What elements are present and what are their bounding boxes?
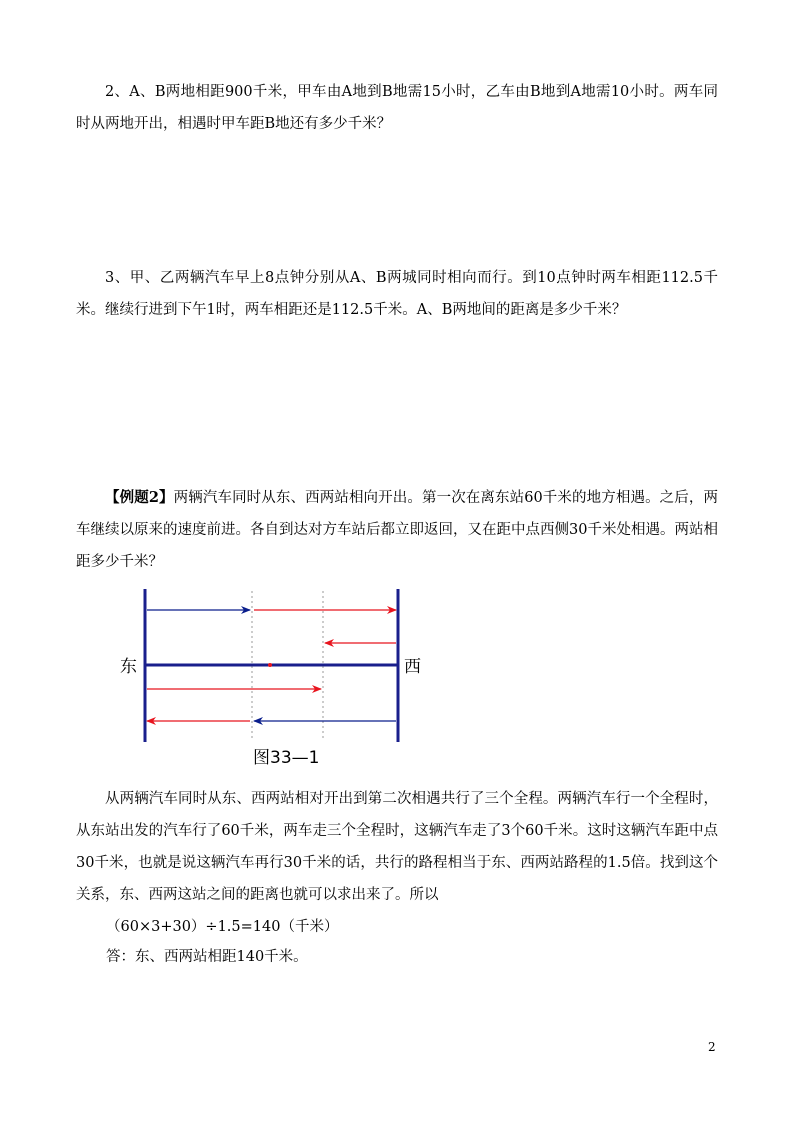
solution-explanation: 从两辆汽车同时从东、西两站相对开出到第二次相遇共行了三个全程。两辆汽车行一个全程时，从东站出发的汽车行了60千米，两车走三个全程时，这辆汽车走了3个60千米。这时这辆汽车距中点30千米，也就是说这辆汽车再行30千米的话，共行的路程相当于东、西两站路程的1.5倍。找到这个关系，东、西两这站之间的距离也就可以求出来了。所以 bbox=[76, 791, 718, 903]
problem-3-text: 3、甲、乙两辆汽车早上8点钟分别从A、B两城同时相向而行。到10点钟时两车相距112.5千米。继续行进到下午1时，两车相距还是112.5千米。A、B两地间的距离是多少千米？ bbox=[76, 270, 718, 318]
east-label: 东 bbox=[120, 657, 137, 677]
west-label: 西 bbox=[404, 657, 421, 677]
example-label: 【例题2】 bbox=[105, 489, 174, 506]
figure-caption: 图33—1 bbox=[253, 748, 320, 768]
example-2-paragraph bbox=[76, 482, 718, 578]
example-text: 两辆汽车同时从东、西两站相向开出。第一次在离东站60千米的地方相遇。之后，两车继续以原来的速度前进。各自到达对方车站后都立即返回，又在距中点西侧30千米处相遇。两站相距多少千米？ bbox=[76, 490, 718, 570]
page-number: 2 bbox=[708, 1040, 716, 1054]
problem-2-text: 2、A、B两地相距900千米，甲车由A地到B地需15小时，乙车由B地到A地需10小时。两车同时从两地开出，相遇时甲车距B地还有多少千米？ bbox=[76, 84, 718, 132]
figure-33-1 bbox=[110, 585, 440, 770]
solution-formula: （60×3+30）÷1.5=140（千米） bbox=[106, 919, 339, 935]
solution-answer: 答：东、西两站相距140千米。 bbox=[106, 949, 308, 965]
midpoint-dot bbox=[268, 663, 272, 667]
